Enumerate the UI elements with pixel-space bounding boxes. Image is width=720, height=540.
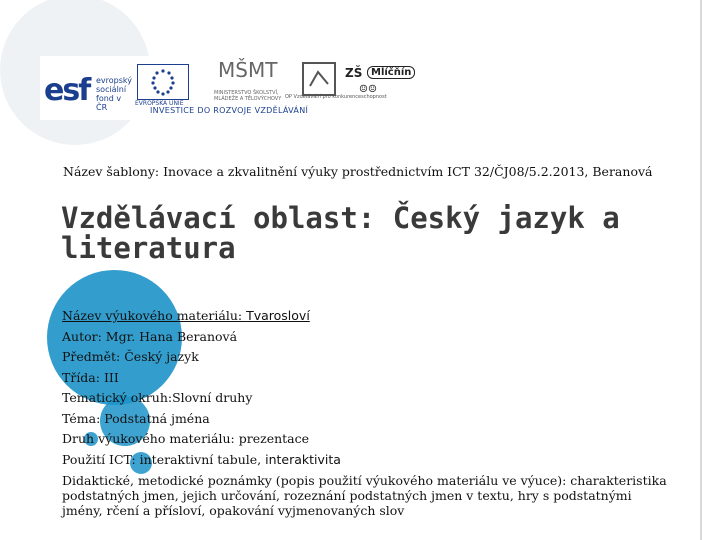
msmt-logo-text: MŠMT bbox=[218, 58, 278, 82]
ict-line bbox=[62, 450, 672, 471]
material-type-line: Druh výukového materiálu: prezentace bbox=[62, 431, 310, 446]
material-info bbox=[62, 306, 672, 518]
template-name: Název šablony: Inovace a zkvalitnění výuky prostřednictvím ICT 32/ČJ08/5.2.2013, Beranová bbox=[63, 164, 653, 179]
topic-area-line: Tematický okruh:Slovní druhy bbox=[62, 390, 253, 405]
esf-logo-sub bbox=[96, 76, 132, 112]
children-icon: ☺☺ bbox=[359, 84, 377, 95]
material-name-label: Název výukového materiálu: bbox=[62, 308, 247, 323]
didactic-notes: Didaktické, metodické poznámky (popis použití výukového materiálu ve výuce): charakteristika podstatných jmen, jejich určování, rozeznání podstatných jmen v textu, hry s podstatnými jmény, rčení a přísloví, opakování vyjmenovaných slov bbox=[62, 473, 667, 518]
class-line: Třída: III bbox=[62, 369, 119, 385]
school-logo bbox=[345, 66, 412, 96]
ict-value: interaktivita bbox=[265, 451, 341, 467]
eu-label: EVROPSKÁ UNIE bbox=[135, 100, 184, 107]
school-logo-text: ZŠ bbox=[345, 66, 363, 80]
material-name-line bbox=[62, 306, 672, 327]
esf-logo-text: esf bbox=[44, 73, 90, 108]
msmt-logo bbox=[214, 58, 288, 102]
msmt-logo-sub: MINISTERSTVO ŠKOLSTVÍ, MLÁDEŽE A TĚLOVÝCHOVY bbox=[214, 90, 282, 102]
decor-right-rule bbox=[700, 0, 702, 540]
esf-sub-line: sociální bbox=[96, 85, 127, 94]
ict-label: Použití ICT: interaktivní tabule, bbox=[62, 451, 266, 467]
op-logo-label: OP Vzdělávání pro konkurenceschopnost bbox=[285, 94, 387, 100]
school-logo-badge: Mlíčňín bbox=[367, 66, 415, 79]
author-line: Autor: Mgr. Hana Beranová bbox=[62, 328, 238, 344]
theme-line: Téma: Podstatná jména bbox=[62, 410, 210, 426]
page-title: Vzdělávací oblast: Český jazyk a literatura bbox=[61, 201, 620, 265]
esf-logo bbox=[44, 60, 132, 112]
esf-sub-line: fond v ČR bbox=[96, 94, 122, 112]
esf-sub-line: evropský bbox=[96, 76, 132, 85]
material-name-value: Tvarosloví bbox=[246, 308, 310, 323]
invest-slogan: INVESTICE DO ROZVOJE VZDĚLÁVÁNÍ bbox=[150, 106, 309, 115]
eu-flag-icon bbox=[137, 64, 189, 100]
op-logo-icon bbox=[302, 62, 336, 96]
subject-line: Předmět: Český jazyk bbox=[62, 349, 199, 364]
logo-strip bbox=[40, 56, 420, 120]
